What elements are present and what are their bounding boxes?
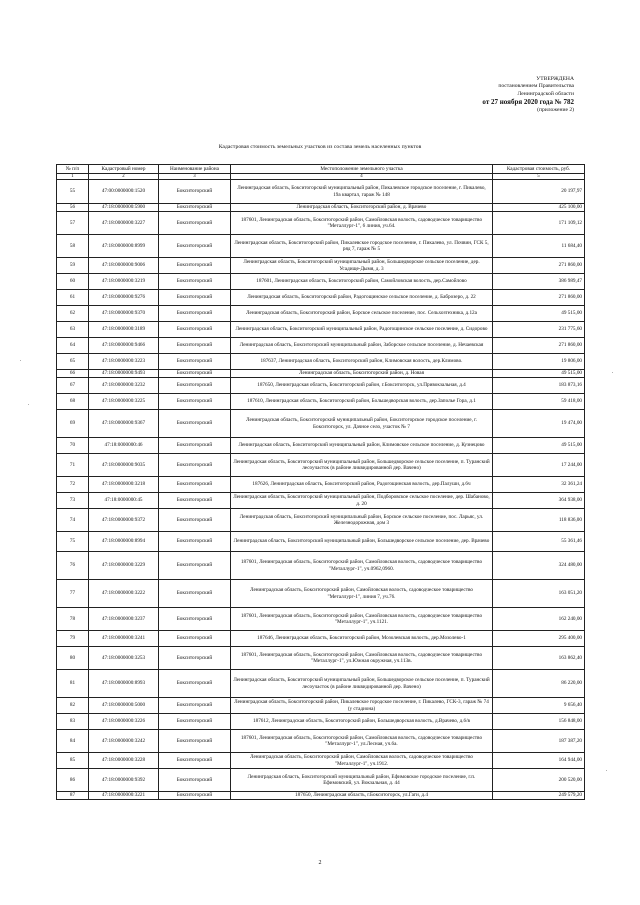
row-number-cell: 86 [57, 769, 89, 792]
column-number: 4 [231, 174, 493, 180]
district-cell: Бокситогорский [159, 180, 231, 204]
table-row [57, 204, 585, 212]
location-cell: Ленинградская область, Бокситогорский район, Пикалевское городское поселение, г. Пикалево, ГСК-3, гараж № 74 (у стадиона) [231, 698, 493, 714]
cadastral-value-cell: 20 197,97 [493, 180, 585, 204]
location-cell: 187650, Ленинградская область, Бокситогорский район, г.Бокситогорск, ул.Привокзальная, д.4 [231, 378, 493, 394]
table-row [57, 378, 585, 394]
district-cell: Бокситогорский [159, 274, 231, 290]
location-cell: Ленинградская область, Бокситогорский муниципальный район, Большедворское сельское поселение, п. Туранский лесоучасток (в районе ликвидированной дер. Вачено) [231, 454, 493, 477]
cadastral-number-cell: 47:18:0000000:5000 [89, 698, 159, 714]
cadastral-value-cell: 17 244,00 [493, 454, 585, 477]
district-cell: Бокситогорский [159, 509, 231, 532]
cadastral-number-cell: 47:18:0000000:3226 [89, 714, 159, 730]
table-row [57, 410, 585, 438]
district-cell: Бокситогорский [159, 212, 231, 235]
district-cell: Бокситогорский [159, 322, 231, 338]
header-location: Местоположение земельного участка [231, 165, 493, 174]
table-row [57, 235, 585, 258]
cadastral-number-cell: 47:18:0000000:3218 [89, 477, 159, 493]
location-cell: Ленинградская область, Бокситогорский район, Пикалевское городское поселение, г. Пикалево, ул. Почвин, ГСК 5, ряд 7, гараж № 5 [231, 235, 493, 258]
table-row [57, 631, 585, 647]
cadastral-number-cell: 47:18:0000000:9035 [89, 454, 159, 477]
cadastral-value-cell: 55 361,46 [493, 532, 585, 552]
location-cell: Ленинградская область, Бокситогорский муниципальный район, Ефимовское городское поселение, г.п. Ефимовский, ул. Вокзальная, д. 44 [231, 769, 493, 792]
district-cell: Бокситогорский [159, 354, 231, 370]
table-row [57, 493, 585, 509]
location-cell: Ленинградская область, Бокситогорский муниципальный район, Пикалевское городское поселение, г. Пикалево, 19а квартал, гараж № 148 [231, 180, 493, 204]
cadastral-value-cell: 19 806,00 [493, 354, 585, 370]
location-cell: Ленинградская область, Бокситогорский район, Самойловская волость, садоводческое товарищество "Металлург-1", уч.1912. [231, 753, 493, 769]
scan-speck [606, 770, 607, 771]
cadastral-number-cell: 47:18:0000000:9392 [89, 769, 159, 792]
location-cell: 187637, Ленинградская область, Бокситогорский район, Климовская волость, дер.Климово. [231, 354, 493, 370]
cadastral-value-table [56, 164, 585, 800]
table-row [57, 438, 585, 454]
cadastral-value-cell: 32 361,24 [493, 477, 585, 493]
location-cell: Ленинградская область, Бокситогорский муниципальный район, Климовское сельское поселение, д. Кузнецово [231, 438, 493, 454]
cadastral-value-cell: 271 860,00 [493, 258, 585, 274]
cadastral-number-cell: 47:18:0000000:3241 [89, 631, 159, 647]
district-cell: Бокситогорский [159, 338, 231, 354]
table-header-row [57, 165, 585, 174]
table-row [57, 769, 585, 792]
district-cell: Бокситогорский [159, 438, 231, 454]
table-row [57, 714, 585, 730]
location-cell: 187601, Ленинградская область, Бокситогорский район, Самойловская волость, садоводческое товарищество "Металлург-1", ул.Южная окружная, уч.113в. [231, 647, 493, 670]
table-row [57, 509, 585, 532]
cadastral-value-cell: 183 873,16 [493, 378, 585, 394]
cadastral-number-cell: 47:18:0000000:3221 [89, 792, 159, 800]
table-row [57, 394, 585, 410]
row-number-cell: 77 [57, 580, 89, 608]
cadastral-value-cell: 11 684,40 [493, 235, 585, 258]
table-row [57, 274, 585, 290]
district-cell: Бокситогорский [159, 410, 231, 438]
cadastral-number-cell: 47:18:0000000:9466 [89, 338, 159, 354]
location-cell: Ленинградская область, Бокситогорский район, Радогощинское сельское поселение, д. Баброзеро, д. 22 [231, 290, 493, 306]
row-number-cell: 69 [57, 410, 89, 438]
district-cell: Бокситогорский [159, 378, 231, 394]
cadastral-number-cell: 47:18:0000000:8994 [89, 532, 159, 552]
district-cell: Бокситогорский [159, 647, 231, 670]
cadastral-number-cell: 47:18:0000000:5900 [89, 204, 159, 212]
cadastral-value-cell: 171 109,12 [493, 212, 585, 235]
district-cell: Бокситогорский [159, 580, 231, 608]
cadastral-number-cell: 47:18:0000000:3223 [89, 354, 159, 370]
approval-line-1: УТВЕРЖДЕНА [536, 76, 574, 82]
table-row [57, 322, 585, 338]
location-cell: 187601, Ленинградская область, Бокситогорский район, Самойловская волость, садоводческое товарищество "Металлург-1", уч.1121. [231, 608, 493, 631]
row-number-cell: 71 [57, 454, 89, 477]
column-number: 5 [493, 174, 585, 180]
cadastral-value-cell: 49 515,00 [493, 438, 585, 454]
cadastral-number-cell: 47:18:0000000:3228 [89, 753, 159, 769]
row-number-cell: 64 [57, 338, 89, 354]
location-cell: Ленинградская область, Бокситогорский муниципальный район, Борское сельское поселение, пос. Ларьяс, ул. Железнодорожная, дом 3 [231, 509, 493, 532]
table-row [57, 212, 585, 235]
cadastral-number-cell: 47:18:0000000:3219 [89, 274, 159, 290]
table-row [57, 477, 585, 493]
cadastral-value-cell: 295 400,00 [493, 631, 585, 647]
location-cell: 187646, Ленинградская область, Бокситогорский район, Мозолевская волость, дер.Мозолево-1 [231, 631, 493, 647]
cadastral-number-cell: 47:18:0000000:3242 [89, 730, 159, 753]
scan-speck [612, 372, 613, 373]
cadastral-value-cell: 364 938,00 [493, 493, 585, 509]
row-number-cell: 62 [57, 306, 89, 322]
location-cell: Ленинградская область, Бокситогорский район, д. Новая [231, 370, 493, 378]
cadastral-number-cell: 47:18:0000000:9372 [89, 509, 159, 532]
table-row [57, 552, 585, 580]
district-cell: Бокситогорский [159, 290, 231, 306]
location-cell: Ленинградская область, Бокситогорский муниципальный район, Подборовское сельское поселение, дер. Шабаново, д. 20 [231, 493, 493, 509]
district-cell: Бокситогорский [159, 204, 231, 212]
location-cell: 187601, Ленинградская область, Бокситогорский район, Самойловская волость, садоводческое товарищество "Металлург-1", ул.Лесная, уч.6а. [231, 730, 493, 753]
approval-order-date: от 27 ноября 2020 года № 782 [482, 98, 574, 107]
cadastral-value-cell: 49 515,00 [493, 306, 585, 322]
table-body [57, 180, 585, 800]
location-cell: 187610, Ленинградская область, Бокситогорский район, Большедворская волость, дер.Заполье Гора, д.1 [231, 394, 493, 410]
cadastral-number-cell: 47:18:0000000:45 [89, 493, 159, 509]
table-row [57, 698, 585, 714]
row-number-cell: 74 [57, 509, 89, 532]
table-row [57, 290, 585, 306]
district-cell: Бокситогорский [159, 670, 231, 698]
cadastral-value-cell: 324 480,00 [493, 552, 585, 580]
cadastral-value-cell: 162 240,00 [493, 608, 585, 631]
cadastral-value-cell: 163 862,40 [493, 647, 585, 670]
approval-line-3: Ленинградской области [517, 90, 574, 97]
table-row [57, 338, 585, 354]
cadastral-number-cell: 47:18:0000000:3189 [89, 322, 159, 338]
row-number-cell: 65 [57, 354, 89, 370]
cadastral-value-cell: 386 989,47 [493, 274, 585, 290]
approval-line-2: постановлением Правительства [498, 83, 574, 90]
district-cell: Бокситогорский [159, 258, 231, 274]
cadastral-number-cell: 47:18:0000000:46 [89, 438, 159, 454]
table-row [57, 454, 585, 477]
cadastral-number-cell: 47:18:0000000:3225 [89, 394, 159, 410]
location-cell: 187601, Ленинградская область, Бокситогорский район, Самойловская волость, дер.Самойлово [231, 274, 493, 290]
district-cell: Бокситогорский [159, 454, 231, 477]
cadastral-number-cell: 47:18:0000000:3232 [89, 378, 159, 394]
header-cadastral-number: Кадастровый номер [89, 165, 159, 174]
approval-annex-label: (приложение 2) [537, 107, 574, 114]
cadastral-number-cell: 47:00:0000000:1520 [89, 180, 159, 204]
district-cell: Бокситогорский [159, 792, 231, 800]
row-number-cell: 55 [57, 180, 89, 204]
district-cell: Бокситогорский [159, 714, 231, 730]
header-district: Наименование района [159, 165, 231, 174]
cadastral-number-cell: 47:18:0000000:3227 [89, 212, 159, 235]
row-number-cell: 87 [57, 792, 89, 800]
district-cell: Бокситогорский [159, 370, 231, 378]
district-cell: Бокситогорский [159, 753, 231, 769]
table-row [57, 354, 585, 370]
row-number-cell: 73 [57, 493, 89, 509]
district-cell: Бокситогорский [159, 730, 231, 753]
cadastral-value-cell: 86 220,00 [493, 670, 585, 698]
cadastral-number-cell: 47:18:0000000:9493 [89, 370, 159, 378]
row-number-cell: 72 [57, 477, 89, 493]
cadastral-value-cell: 271 860,00 [493, 338, 585, 354]
row-number-cell: 58 [57, 235, 89, 258]
cadastral-number-cell: 47:18:0000000:8993 [89, 670, 159, 698]
row-number-cell: 82 [57, 698, 89, 714]
table-row [57, 180, 585, 204]
cadastral-value-cell: 19 474,00 [493, 410, 585, 438]
row-number-cell: 60 [57, 274, 89, 290]
row-number-cell: 59 [57, 258, 89, 274]
district-cell: Бокситогорский [159, 698, 231, 714]
location-cell: Ленинградская область, Бокситогорский муниципальный район, Большедворское сельское поселение, п. Туранский лесоучасток (в районе ликвидированной дер. Вачено) [231, 670, 493, 698]
row-number-cell: 76 [57, 552, 89, 580]
district-cell: Бокситогорский [159, 532, 231, 552]
scan-speck [28, 404, 29, 405]
row-number-cell: 84 [57, 730, 89, 753]
column-number: 1 [57, 174, 89, 180]
district-cell: Бокситогорский [159, 477, 231, 493]
row-number-cell: 70 [57, 438, 89, 454]
cadastral-value-cell: 156 848,00 [493, 714, 585, 730]
page-number: 2 [318, 860, 322, 866]
cadastral-value-cell: 271 860,00 [493, 290, 585, 306]
cadastral-number-cell: 47:18:0000000:9006 [89, 258, 159, 274]
location-cell: Ленинградская область, Бокситогорский муниципальный район, Бокситогорское городское поселение, г. Бокситогорск, ул. Дачное село, участок № 7 [231, 410, 493, 438]
row-number-cell: 61 [57, 290, 89, 306]
row-number-cell: 75 [57, 532, 89, 552]
location-cell: 187601, Ленинградская область, Бокситогорский район, Самойловская волость, садоводческое товарищество "Металлург-1", уч.0962,0960. [231, 552, 493, 580]
table-row [57, 532, 585, 552]
row-number-cell: 68 [57, 394, 89, 410]
row-number-cell: 67 [57, 378, 89, 394]
location-cell: Ленинградская область, Бокситогорский муниципальный район, Радогощинское сельское поселение, д. Сидорово [231, 322, 493, 338]
cadastral-value-cell: 164 944,00 [493, 753, 585, 769]
cadastral-value-cell: 118 836,00 [493, 509, 585, 532]
table-row [57, 792, 585, 800]
table-row [57, 730, 585, 753]
cadastral-number-cell: 47:18:0000000:3253 [89, 647, 159, 670]
scan-speck [20, 360, 21, 361]
column-number: 3 [159, 174, 231, 180]
location-cell: 187626, Ленинградская область, Бокситогорский район, Радогощинская волость, дер.Палуши, д.6ч [231, 477, 493, 493]
approval-stamp [482, 76, 574, 115]
district-cell: Бокситогорский [159, 493, 231, 509]
cadastral-value-cell: 249 579,20 [493, 792, 585, 800]
header-cadastral-value: Кадастровая стоимость, руб. [493, 165, 585, 174]
row-number-cell: 57 [57, 212, 89, 235]
header-row-number: № п/п [57, 165, 89, 174]
cadastral-value-cell: 163 051,20 [493, 580, 585, 608]
column-number: 2 [89, 174, 159, 180]
district-cell: Бокситогорский [159, 552, 231, 580]
table-row [57, 306, 585, 322]
cadastral-number-cell: 47:18:0000000:9367 [89, 410, 159, 438]
table-row [57, 580, 585, 608]
row-number-cell: 79 [57, 631, 89, 647]
location-cell: 187650, Ленинградская область, г.Бокситогорск, ул.Гаги, д.4 [231, 792, 493, 800]
table-row [57, 258, 585, 274]
cadastral-number-cell: 47:18:0000000:8999 [89, 235, 159, 258]
table-row [57, 608, 585, 631]
cadastral-value-cell: 425 100,00 [493, 204, 585, 212]
table-row [57, 647, 585, 670]
location-cell: Ленинградская область, Бокситогорский муниципальный район, Большедворское сельское поселение, дер. Врачево [231, 532, 493, 552]
row-number-cell: 56 [57, 204, 89, 212]
location-cell: Ленинградская область, Бокситогорский район, Борское сельское поселение, пос. Сельхозтехника, д.12а [231, 306, 493, 322]
document-title: Кадастровая стоимость земельных участков из состава земель населенных пунктов [218, 144, 422, 150]
district-cell: Бокситогорский [159, 608, 231, 631]
cadastral-value-cell: 9 656,40 [493, 698, 585, 714]
cadastral-value-cell: 231 775,60 [493, 322, 585, 338]
cadastral-value-cell: 59 418,00 [493, 394, 585, 410]
location-cell: 187612, Ленинградская область, Бокситогорский район, Большедворская волость, д.Врачево, д.6/в [231, 714, 493, 730]
location-cell: Ленинградская область, Бокситогорский муниципальный район, Заборское сельское поселение, д. Нечаевская [231, 338, 493, 354]
row-number-cell: 78 [57, 608, 89, 631]
row-number-cell: 80 [57, 647, 89, 670]
district-cell: Бокситогорский [159, 235, 231, 258]
cadastral-number-cell: 47:18:0000000:3222 [89, 580, 159, 608]
cadastral-value-cell: 200 520,00 [493, 769, 585, 792]
location-cell: Ленинградская область, Бокситогорский район, Самойловская волость, садоводческое товарищество "Металлург-1", линия 7, уч.76. [231, 580, 493, 608]
row-number-cell: 66 [57, 370, 89, 378]
table-row [57, 370, 585, 378]
district-cell: Бокситогорский [159, 394, 231, 410]
row-number-cell: 63 [57, 322, 89, 338]
district-cell: Бокситогорский [159, 769, 231, 792]
location-cell: Ленинградская область, Бокситогорский район, д. Врачево [231, 204, 493, 212]
district-cell: Бокситогорский [159, 631, 231, 647]
cadastral-number-cell: 47:18:0000000:9370 [89, 306, 159, 322]
row-number-cell: 81 [57, 670, 89, 698]
location-cell: Ленинградская область, Бокситогорский муниципальный район, Большедворское сельское поселение, дер. Усадище-Дымя, д. 3 [231, 258, 493, 274]
cadastral-number-cell: 47:18:0000000:3229 [89, 552, 159, 580]
district-cell: Бокситогорский [159, 306, 231, 322]
location-cell: 187601, Ленинградская область, Бокситогорский район, Самойловская волость, садоводческое товарищество "Металлург-1", 6 линия, уч.64. [231, 212, 493, 235]
row-number-cell: 83 [57, 714, 89, 730]
cadastral-value-cell: 187 387,20 [493, 730, 585, 753]
cadastral-value-cell: 49 515,00 [493, 370, 585, 378]
table-row [57, 753, 585, 769]
table-row [57, 670, 585, 698]
row-number-cell: 85 [57, 753, 89, 769]
cadastral-number-cell: 47:18:0000000:3237 [89, 608, 159, 631]
cadastral-number-cell: 47:18:0000000:9276 [89, 290, 159, 306]
